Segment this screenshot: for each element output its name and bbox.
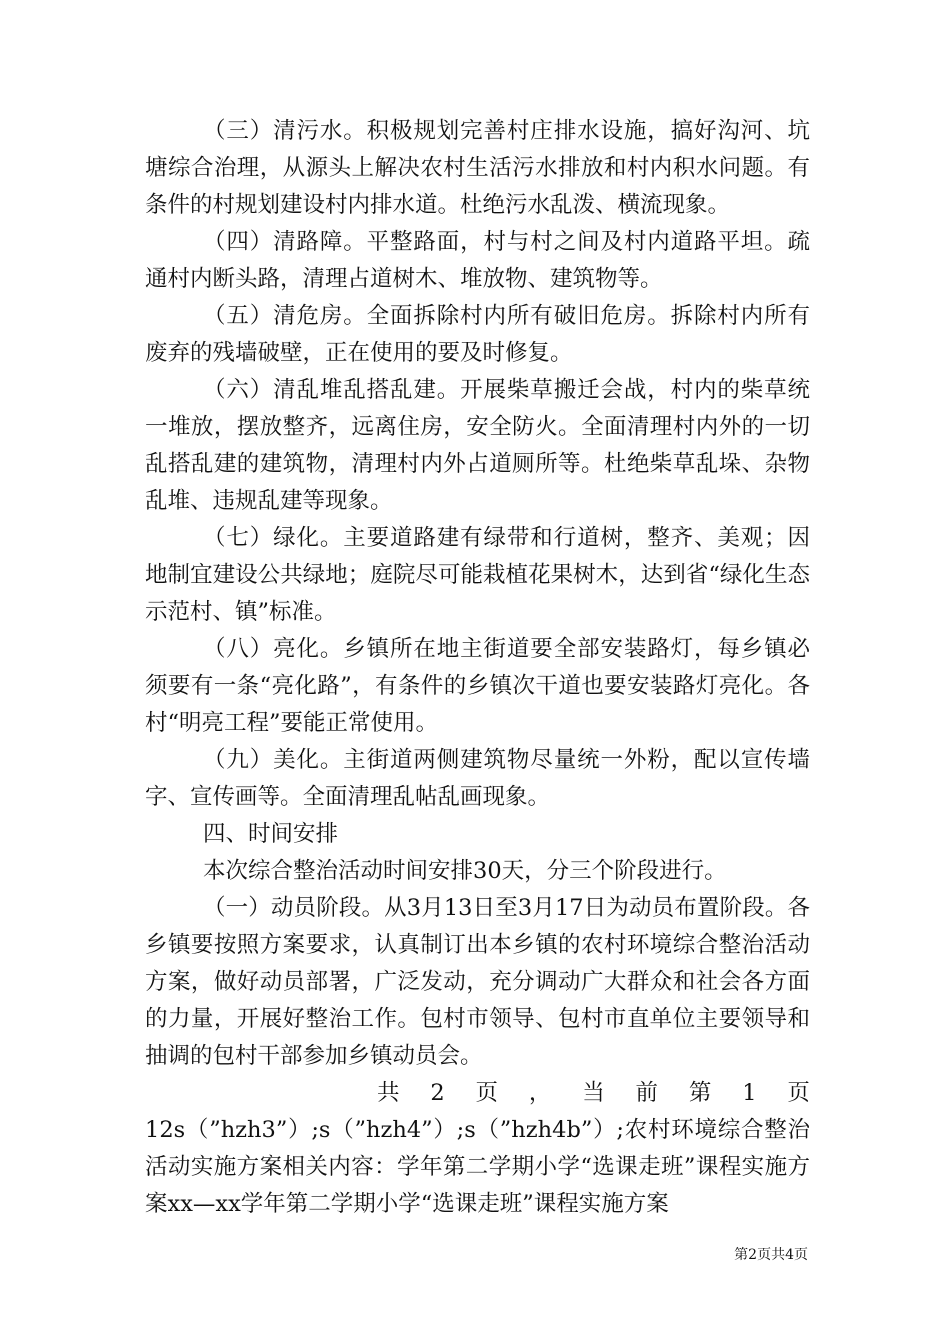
paragraph-schedule-intro: 本次综合整治活动时间安排30天，分三个阶段进行。 bbox=[203, 858, 727, 884]
page-footer-number: 第2页共4页 bbox=[734, 1247, 808, 1263]
section-heading-schedule: 四、时间安排 bbox=[203, 821, 339, 847]
paragraph-clear-roads: （四）清路障。平整路面，村与村之间及村内道路平坦。疏通村内断头路，清理占道树木、堆放物、建筑物等。 bbox=[145, 229, 810, 292]
page-count-char: 当 bbox=[582, 1080, 605, 1106]
page-count-char: 第 bbox=[688, 1080, 712, 1106]
page-count-char: 2 bbox=[430, 1080, 445, 1106]
page-count-char: 1 bbox=[742, 1080, 757, 1106]
page-count-char: 页 bbox=[475, 1080, 499, 1106]
paragraph-beautification: （九）美化。主街道两侧建筑物尽量统一外粉，配以宣传墙字、宣传画等。全面清理乱帖乱画现象。 bbox=[145, 747, 810, 810]
paragraph-illegal-construction: （六）清乱堆乱搭乱建。开展柴草搬迁会战，村内的柴草统一堆放，摆放整齐，远离住房，安全防火。全面清理村内外的一切乱搭乱建的建筑物，清理村内外占道厕所等。杜绝柴草乱垛、杂物乱堆、违规乱建等现象。 bbox=[145, 377, 810, 514]
paragraph-dangerous-houses: （五）清危房。全面拆除村内所有破旧危房。拆除村内所有废弃的残墙破壁，正在使用的要及时修复。 bbox=[145, 303, 810, 366]
paragraph-greening: （七）绿化。主要道路建有绿带和行道树，整齐、美观；因地制宜建设公共绿地；庭院尽可能栽植花果树木，达到省“绿化生态示范村、镇”标准。 bbox=[145, 525, 810, 625]
page-count-char: ， bbox=[528, 1080, 552, 1106]
page-count-char: 页 bbox=[787, 1080, 810, 1106]
paragraph-clean-sewage: （三）清污水。积极规划完善村庄排水设施，搞好沟河、坑塘综合治理，从源头上解决农村生活污水排放和村内积水问题。有条件的村规划建设村内排水道。杜绝污水乱泼、横流现象。 bbox=[145, 118, 810, 218]
page-count-line bbox=[145, 1075, 810, 1112]
trailing-text: 12s（”hzh3”）;s（”hzh4”）;s（”hzh4b”）;农村环境综合整治活动实施方案相关内容：学年第二学期小学“选课走班”课程实施方案xx—xx学年第二学期小学“选课走班”课程实施方案 bbox=[145, 1117, 810, 1217]
page-count-char: 共 bbox=[377, 1080, 400, 1106]
paragraph-mobilization-stage: （一）动员阶段。从3月13日至3月17日为动员布置阶段。各乡镇要按照方案要求，认真制订出本乡镇的农村环境综合整治活动方案，做好动员部署，广泛发动，充分调动广大群众和社会各方面的力量，开展好整治工作。包村市领导、包村市直单位主要领导和抽调的包村干部参加乡镇动员会。 bbox=[145, 895, 810, 1069]
paragraph-lighting: （八）亮化。乡镇所在地主街道要全部安装路灯，每乡镇必须要有一条“亮化路”，有条件的乡镇次干道也要安装路灯亮化。各村“明亮工程”要能正常使用。 bbox=[145, 636, 810, 736]
document-body bbox=[145, 113, 810, 1223]
page-count-char: 前 bbox=[635, 1080, 659, 1106]
